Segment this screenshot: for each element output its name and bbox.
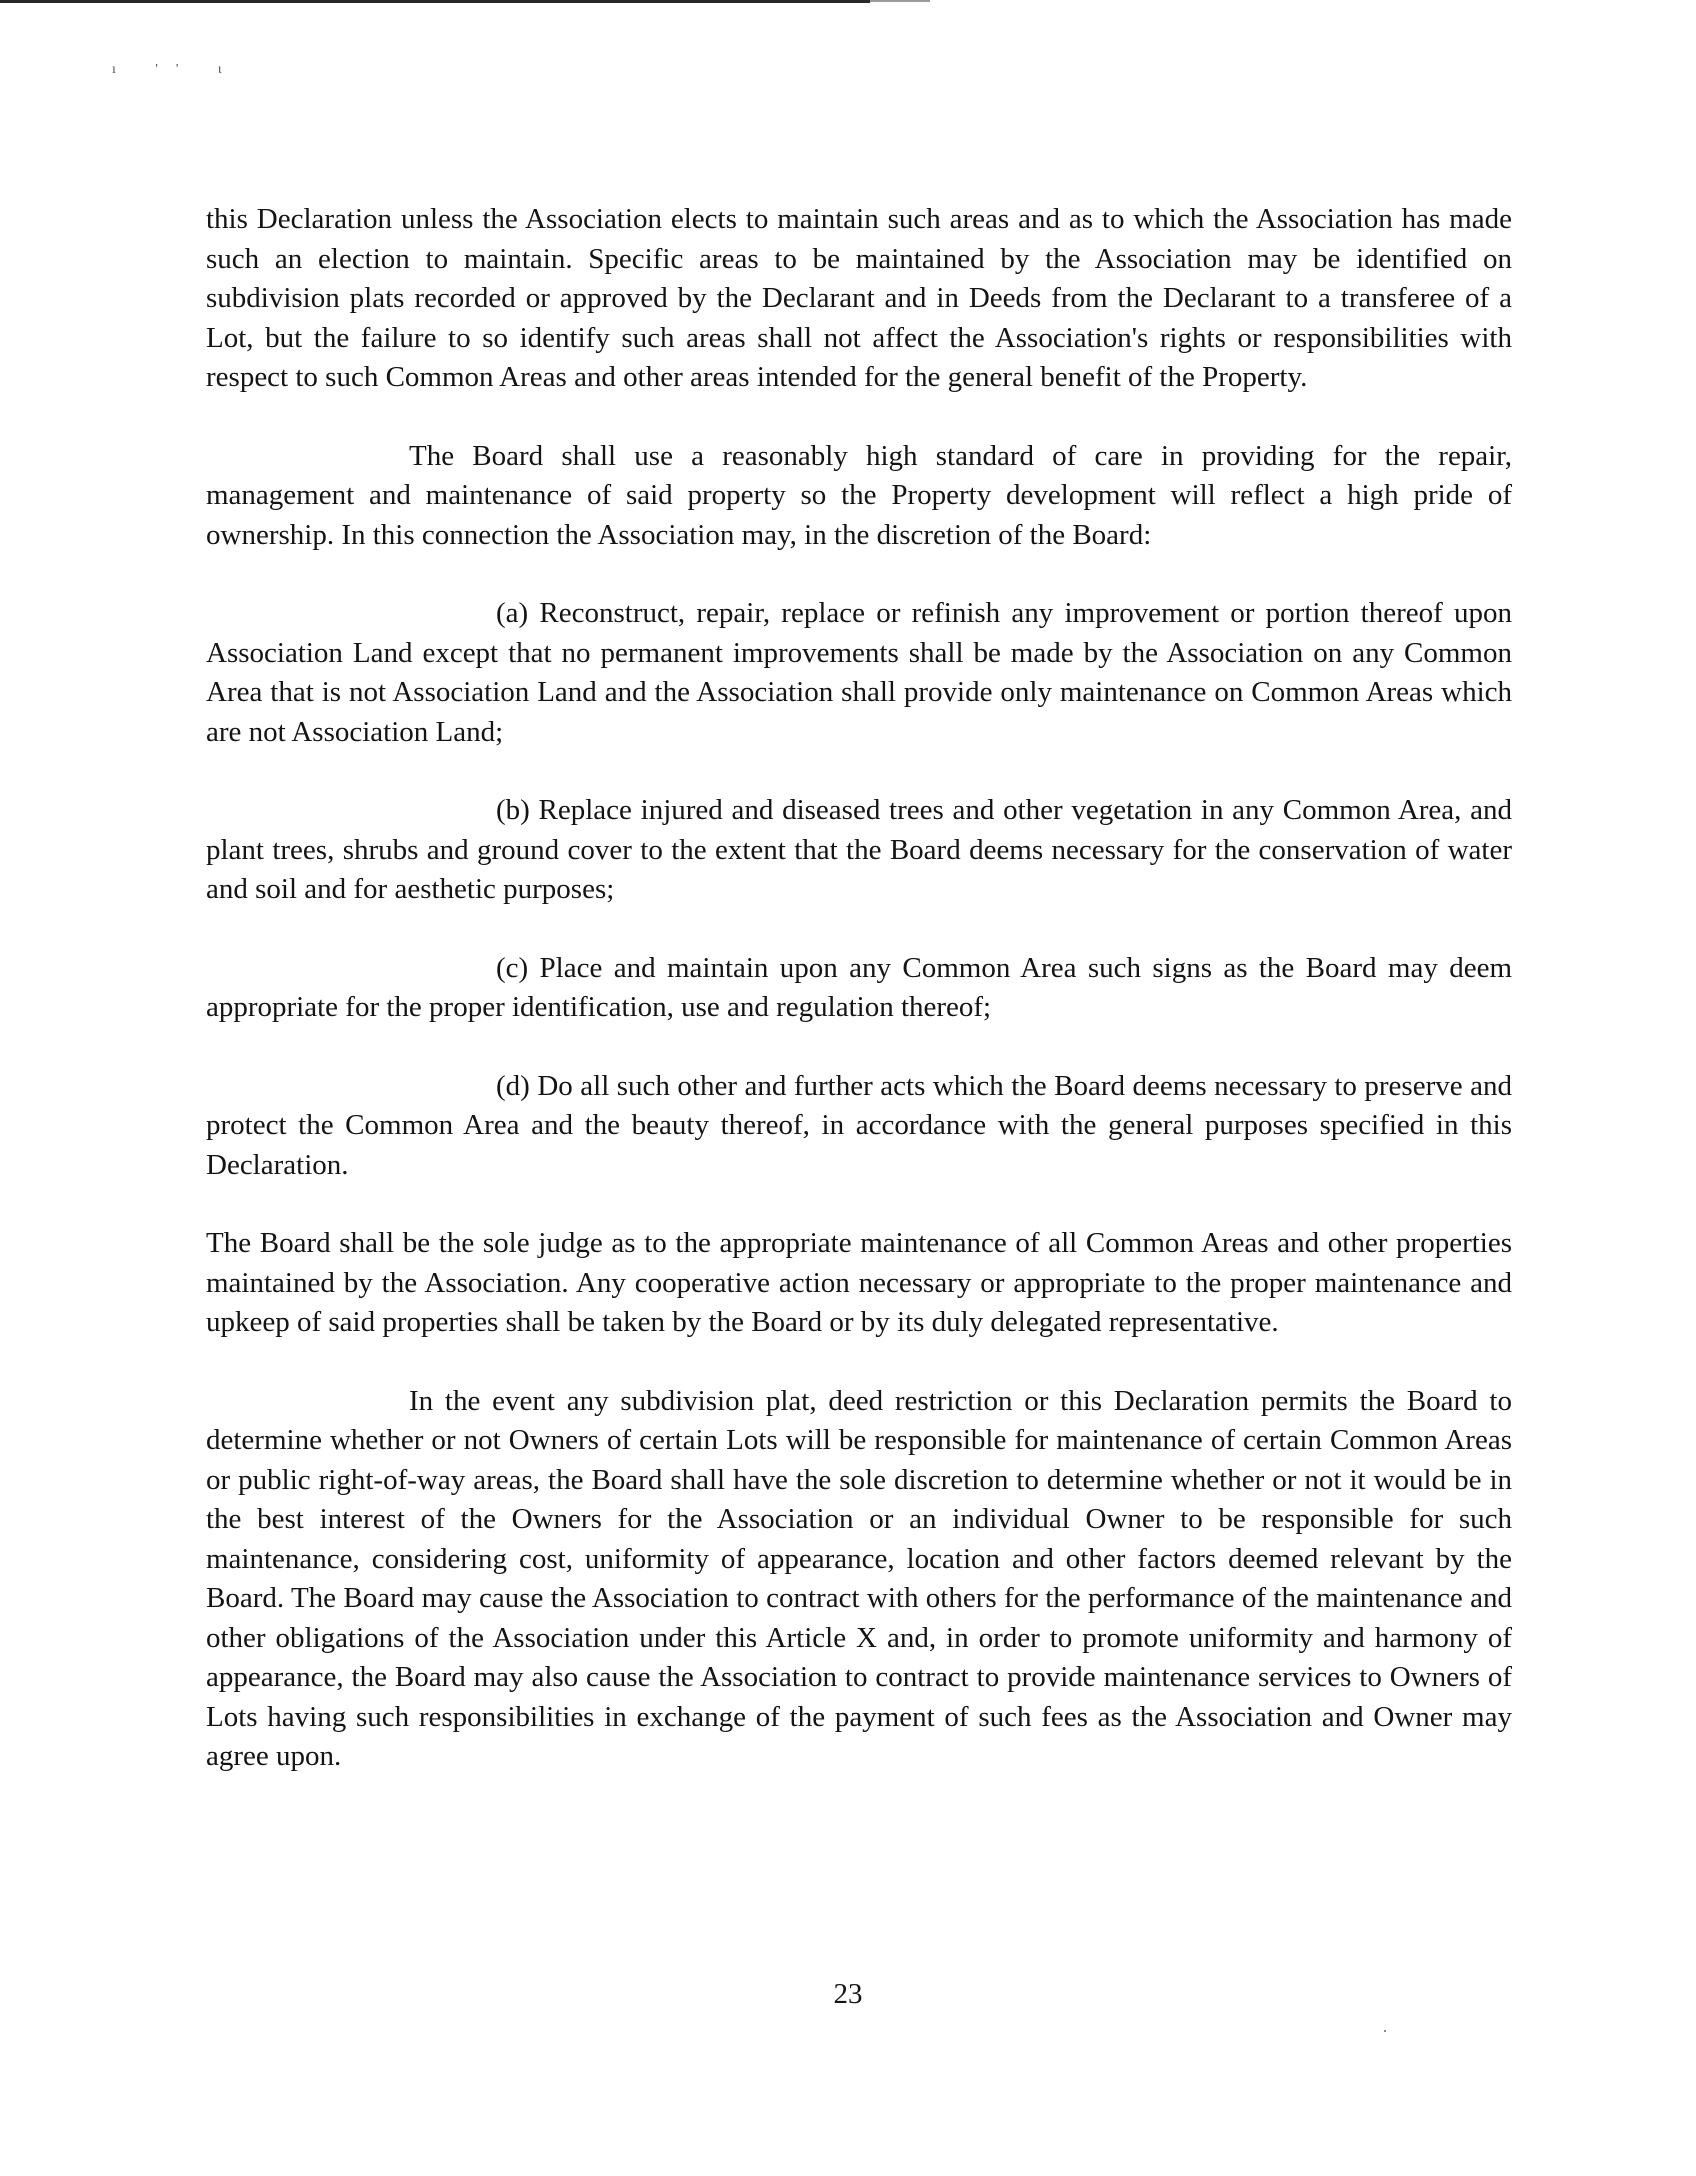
paragraph-board-standard-of-care: The Board shall use a reasonably high standard of care in providing for the repair, management and maintenance of said property so the Property development will reflect a high pride of ownership. In this connection the Association may, in the discretion of the Board: (206, 439, 1512, 551)
scan-speck (1384, 2030, 1386, 2032)
paragraph-item-d: (d) Do all such other and further acts which the Board deems necessary to preserve and protect the Common Area and the beauty thereof, in accordance with the general purposes specified in this Declaration. (206, 1069, 1512, 1181)
paragraph-item-b: (b) Replace injured and diseased trees and other vegetation in any Common Area, and plant trees, shrubs and ground cover to the extent that the Board deems necessary for the conservation of water and soil and for aesthetic purposes; (206, 794, 1512, 905)
document-body (206, 200, 1512, 1777)
page-number: 23 (833, 1978, 863, 2010)
scan-edge-line (0, 0, 870, 3)
scan-edge-line-faint (870, 0, 930, 2)
scan-artifact-marks: ı '' ɩ (112, 62, 240, 77)
paragraph-owner-maintenance: In the event any subdivision plat, deed restriction or this Declaration permits the Board to determine whether or not Owners of certain Lots will be responsible for maintenance of certain Common Areas or public right-of-way areas, the Board shall have the sole discretion to determine whether or not it would be in the best interest of the Owners for the Association or an individual Owner to be responsible for such maintenance, considering cost, uniformity of appearance, location and other factors deemed relevant by the Board. The Board may cause the Association to contract with others for the performance of the maintenance and other obligations of the Association under this Article X and, in order to promote uniformity and harmony of appearance, the Board may also cause the Association to contract to provide maintenance services to Owners of Lots having such responsibilities in exchange of the payment of such fees as the Association and Owner may agree upon. (206, 1384, 1512, 1772)
paragraph-item-c: (c) Place and maintain upon any Common Area such signs as the Board may deem appropriate for the proper identification, use and regulation thereof; (206, 951, 1512, 1023)
paragraph-board-sole-judge: The Board shall be the sole judge as to the appropriate maintenance of all Common Areas and other properties maintained by the Association. Any cooperative action necessary or appropriate to the proper maintenance and upkeep of said properties shall be taken by the Board or by its duly delegated representative. (206, 1227, 1512, 1338)
paragraph-item-a: (a) Reconstruct, repair, replace or refinish any improvement or portion thereof upon Association Land except that no permanent improvements shall be made by the Association on any Common Area that is not Association Land and the Association shall provide only maintenance on Common Areas which are not Association Land; (206, 597, 1512, 748)
paragraph-maintenance-areas: this Declaration unless the Association elects to maintain such areas and as to which the Association has made such an election to maintain. Specific areas to be maintained by the Association may be identified on subdivision plats recorded or approved by the Declarant and in Deeds from the Declarant to a transferee of a Lot, but the failure to so identify such areas shall not affect the Association's rights or responsibilities with respect to such Common Areas and other areas intended for the general benefit of the Property. (206, 203, 1512, 393)
